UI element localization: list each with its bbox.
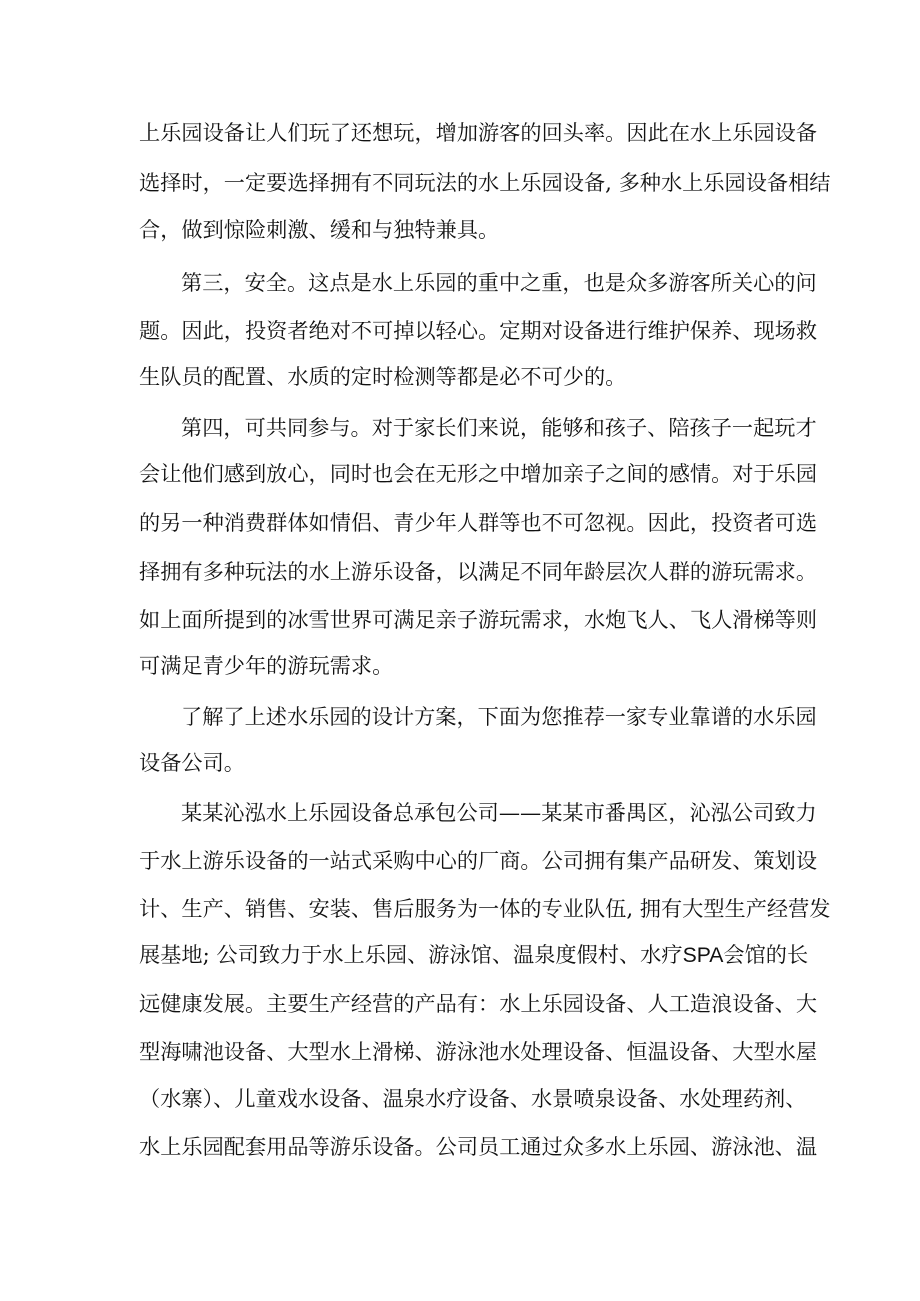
text-line: 可满足青少年的游玩需求。 xyxy=(139,653,394,678)
text-line: 择拥有多种玩法的水上游乐设备，以满足不同年龄层次人群的游玩需求。 xyxy=(139,559,818,584)
text-line: （水寨）、儿童戏水设备、温泉水疗设备、水景喷泉设备、水处理药剂、 xyxy=(139,1086,807,1111)
text-line: 的另一种消费群体如情侣、青少年人群等也不可忽视。因此，投资者可选 xyxy=(139,510,818,535)
text-line: 第四，可共同参与。对于家长们来说，能够和孩子、陪孩子一起玩才 xyxy=(181,415,817,440)
text-line: 生队员的配置、水质的定时检测等都是必不可少的。 xyxy=(139,364,627,389)
text-line: 于水上游乐设备的一站式采购中心的厂商。公司拥有集产品研发、策划设 xyxy=(139,848,818,873)
text-line: 了解了上述水乐园的设计方案，下面为您推荐一家专业靠谱的水乐园 xyxy=(181,704,817,729)
text-segment: 会馆的长 xyxy=(723,942,809,967)
text-line xyxy=(139,937,809,973)
text-segment: 展基地; 公司致力于水上乐园、游泳馆、温泉度假村、水疗 xyxy=(139,942,683,967)
text-line: 会让他们感到放心，同时也会在无形之中增加亲子之间的感情。对于乐园 xyxy=(139,461,818,486)
text-segment-latin: SPA xyxy=(682,944,724,967)
text-line: 选择时，一定要选择拥有不同玩法的水上乐园设备, 多种水上乐园设备相结 xyxy=(139,170,831,195)
text-line: 远健康发展。主要生产经营的产品有：水上乐园设备、人工造浪设备、大 xyxy=(139,991,818,1016)
text-line: 第三，安全。这点是水上乐园的重中之重，也是众多游客所关心的问 xyxy=(181,270,817,295)
text-line: 题。因此，投资者绝对不可掉以轻心。定期对设备进行维护保养、现场救 xyxy=(139,318,818,343)
text-line: 如上面所提到的冰雪世界可满足亲子游玩需求，水炮飞人、飞人滑梯等则 xyxy=(139,607,818,632)
text-line: 上乐园设备让人们玩了还想玩，增加游客的回头率。因此在水上乐园设备 xyxy=(139,120,818,145)
text-line: 型海啸池设备、大型水上滑梯、游泳池水处理设备、恒温设备、大型水屋 xyxy=(139,1039,818,1064)
text-line: 水上乐园配套用品等游乐设备。公司员工通过众多水上乐园、游泳池、温 xyxy=(139,1134,818,1159)
text-line: 设备公司。 xyxy=(139,750,245,775)
text-line: 某某沁泓水上乐园设备总承包公司——某某市番禺区，沁泓公司致力 xyxy=(181,800,817,825)
text-line: 计、生产、销售、安装、售后服务为一体的专业队伍, 拥有大型生产经营发 xyxy=(139,896,831,921)
text-line: 合，做到惊险刺激、缓和与独特兼具。 xyxy=(139,217,500,242)
